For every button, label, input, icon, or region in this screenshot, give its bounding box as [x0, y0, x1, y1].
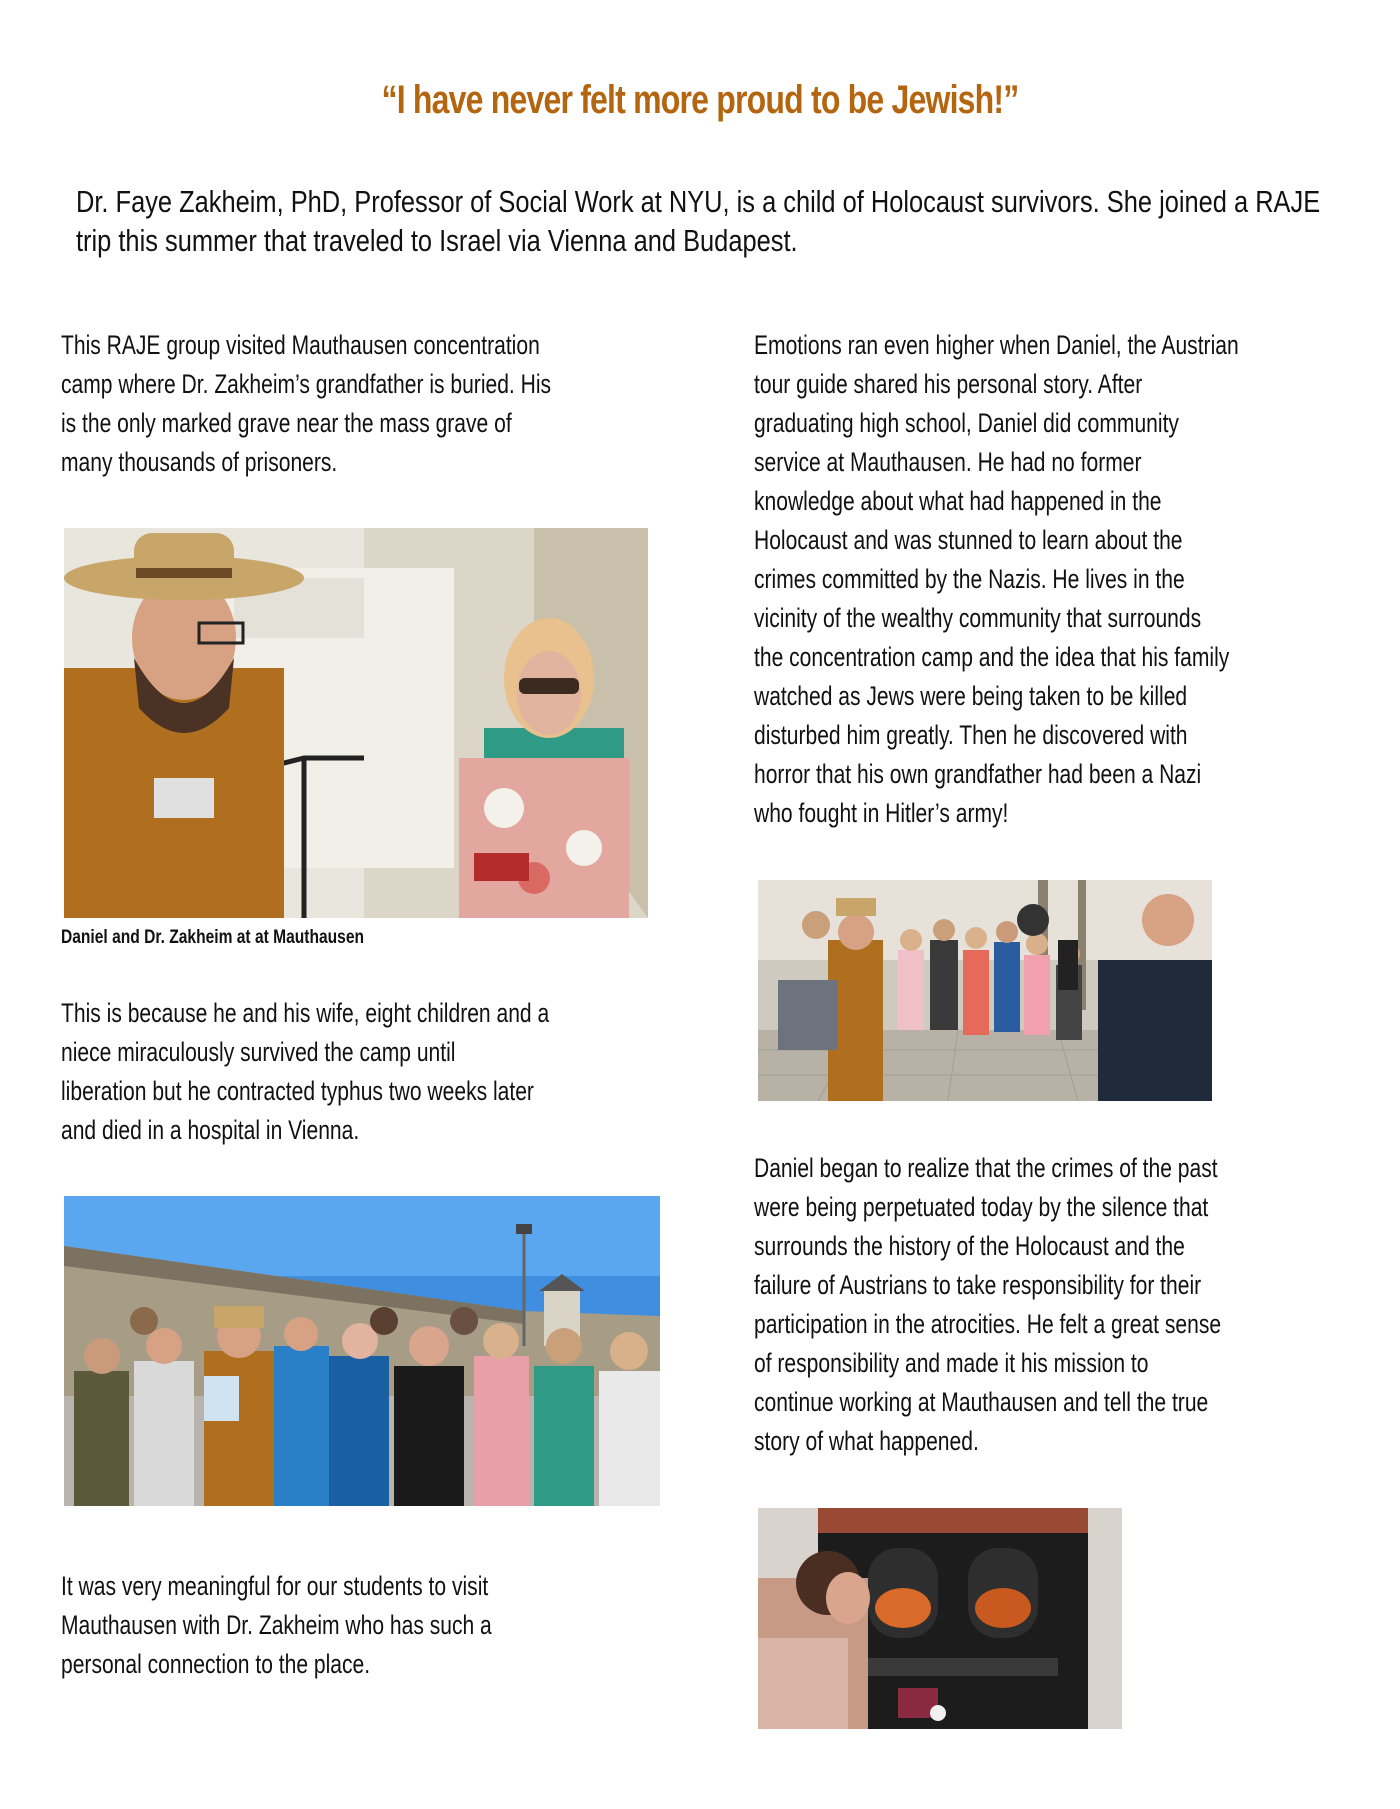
text-line: This is because he and his wife, eight children and a — [61, 998, 550, 1028]
text-line: disturbed him greatly. Then he discovered with — [754, 720, 1188, 750]
text-line: surrounds the history of the Holocaust and the — [754, 1231, 1185, 1261]
text-line: continue working at Mauthausen and tell the true — [754, 1387, 1209, 1417]
text-line: This RAJE group visited Mauthausen concentration — [61, 330, 540, 360]
text-line: participation in the atrocities. He felt a great sense — [754, 1309, 1222, 1339]
text-line: many thousands of prisoners. — [61, 447, 338, 477]
text-line: were being perpetuated today by the silence that — [754, 1192, 1209, 1222]
text-line: the concentration camp and the idea that his family — [754, 642, 1230, 672]
headline: “I have never felt more proud to be Jewish!” — [381, 78, 1019, 122]
text-line: Emotions ran even higher when Daniel, the Austrian — [754, 330, 1239, 360]
text-line: failure of Austrians to take responsibility for their — [754, 1270, 1202, 1300]
right-paragraph-1 — [754, 326, 1364, 833]
photo-caption: Daniel and Dr. Zakheim at at Mauthausen — [61, 927, 365, 948]
text-line: horror that his own grandfather had been a Nazi — [754, 759, 1202, 789]
photo-group-outdoors — [64, 1196, 660, 1506]
text-line: story of what happened. — [754, 1426, 979, 1456]
photo-daniel-and-zakheim — [64, 528, 648, 918]
text-line: graduating high school, Daniel did community — [754, 408, 1179, 438]
text-line: niece miraculously survived the camp until — [61, 1037, 456, 1067]
text-line: personal connection to the place. — [61, 1649, 371, 1679]
text-line: is the only marked grave near the mass grave of — [61, 408, 512, 438]
photo-group-indoors — [758, 880, 1212, 1101]
right-paragraph-2 — [754, 1149, 1364, 1461]
text-line: of responsibility and made it his mission to — [754, 1348, 1149, 1378]
text-line: Mauthausen with Dr. Zakheim who has such a — [61, 1610, 492, 1640]
left-paragraph-1 — [61, 326, 661, 482]
text-line: crimes committed by the Nazis. He lives in the — [754, 564, 1185, 594]
intro-paragraph: Dr. Faye Zakheim, PhD, Professor of Social Work at NYU, is a child of Holocaust survivors. She joined a RAJE trip this summer that traveled to Israel via Vienna and Budapest. — [76, 184, 1321, 258]
text-line: vicinity of the wealthy community that surrounds — [754, 603, 1202, 633]
text-line: and died in a hospital in Vienna. — [61, 1115, 360, 1145]
text-line: tour guide shared his personal story. After — [754, 369, 1143, 399]
text-line: It was very meaningful for our students to visit — [61, 1571, 489, 1601]
text-line: knowledge about what had happened in the — [754, 486, 1162, 516]
text-line: service at Mauthausen. He had no former — [754, 447, 1142, 477]
text-line: camp where Dr. Zakheim’s grandfather is buried. His — [61, 369, 552, 399]
text-line: Holocaust and was stunned to learn about the — [754, 525, 1183, 555]
text-line: liberation but he contracted typhus two weeks later — [61, 1076, 534, 1106]
text-line: who fought in Hitler’s army! — [754, 798, 1009, 828]
left-paragraph-3 — [61, 1567, 661, 1684]
text-line: Daniel began to realize that the crimes of the past — [754, 1153, 1218, 1183]
text-line: watched as Jews were being taken to be killed — [754, 681, 1188, 711]
left-paragraph-2 — [61, 994, 661, 1150]
photo-ovens-memorial — [758, 1508, 1122, 1729]
